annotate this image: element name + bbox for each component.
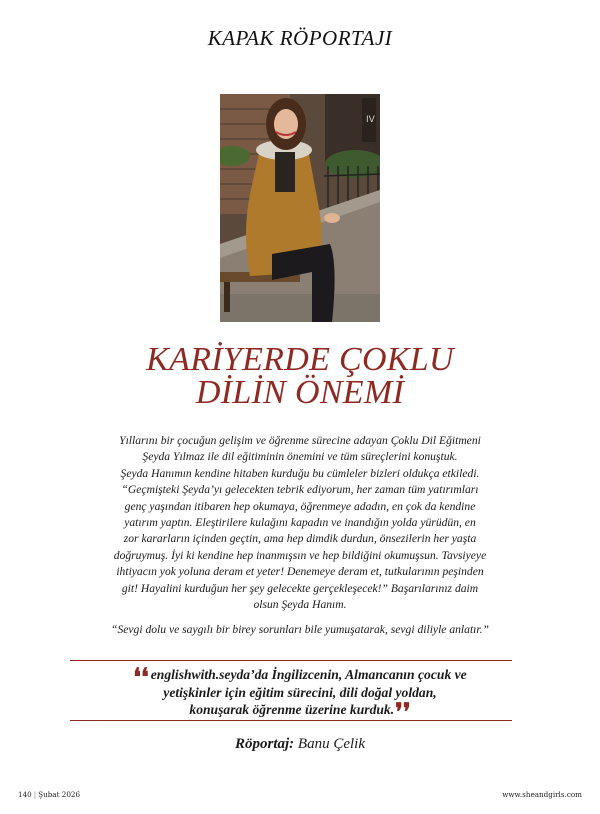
pullquote-rule-top	[70, 660, 512, 661]
headline	[0, 343, 600, 409]
headline-line-2: DİLİN ÖNEMİ	[195, 374, 405, 411]
intro-line: “Geçmişteki Şeyda’yı gelecekten tebrik ediyorum, her zaman tüm yatırımları	[121, 483, 479, 497]
open-quote-icon: ❛❛	[133, 665, 149, 691]
interview-credit	[0, 736, 600, 753]
intro-line: Yıllarını bir çocuğun gelişim ve öğrenme sürecine adayan Çoklu Dil Eğitmeni	[119, 434, 481, 447]
intro-line: genç yaşından itibaren hep okumaya, öğrenmeye adadın, en çok da kendine	[124, 499, 476, 513]
intro-line: ihtiyacın yok yoluna deram et yeter! Denemeye deram et, tutkularının peşinden	[116, 565, 484, 579]
quote-line: “Sevgi dolu ve saygılı bir birey sorunları bile yumuşatarak, sevgi diliyle anlatır.”	[111, 623, 489, 636]
pullquote-line-3	[90, 700, 510, 726]
intro-line: Şeyda Hanımın kendine hitaben kurduğu bu cümleler bizleri oldukça etkiledi.	[120, 466, 480, 480]
credit-label: Röportaj:	[234, 736, 295, 752]
intro-line: olsun Şeyda Hanım.	[253, 598, 347, 612]
intro-line: doğruymuş. İyi ki kendine hep inanmışsın ve hep bildiğini okumuşsun. Tavsiyeye	[113, 548, 487, 562]
pullquote-text: englishwith.seyda’da İngilizcenin, Almancanın çocuk ve	[150, 667, 467, 682]
credit-name: Banu Çelik	[297, 736, 365, 752]
cover-photo	[220, 94, 380, 322]
pullquote-line-2: yetişkinler için eğitim sürecini, dili doğal yoldan,	[163, 684, 437, 700]
footer-separator: |	[33, 790, 37, 799]
headline-line-1: KARİYERDE ÇOKLU	[146, 341, 454, 378]
pullquote-rule-bottom	[70, 720, 512, 721]
pullquote-text: konuşarak öğrenme üzerine kurduk.	[189, 702, 395, 717]
intro-line: yatırım yaptın. Eleştirilere kulağını kapadın ve inandığın yolda yürüdün, en	[124, 516, 476, 530]
issue-date: Şubat 2026	[38, 790, 81, 799]
pullquote-line-1	[90, 665, 510, 691]
intro-text	[70, 433, 530, 613]
svg-text:IV: IV	[366, 115, 375, 125]
intro-line: zor kararların içinden geçtin, ama hep dimdik durdun, önsezilerin her yaşta	[123, 532, 477, 546]
intro-line: Şeyda Yılmaz ile dil eğitiminin önemini ve tüm süreçlerini konuştuk.	[142, 450, 458, 464]
close-quote-icon: ❜❜	[395, 700, 411, 726]
footer-website[interactable]: www.sheandgirls.com	[502, 790, 582, 799]
section-label: KAPAK RÖPORTAJI	[207, 26, 393, 50]
pullquote	[90, 665, 510, 726]
page-number: 140	[18, 790, 32, 799]
intro-line: git! Hayalini kurduğun her şey gelecekte gerçekleşecek!” Başarılarınız daim	[121, 581, 479, 595]
footer-page-info	[18, 790, 80, 799]
